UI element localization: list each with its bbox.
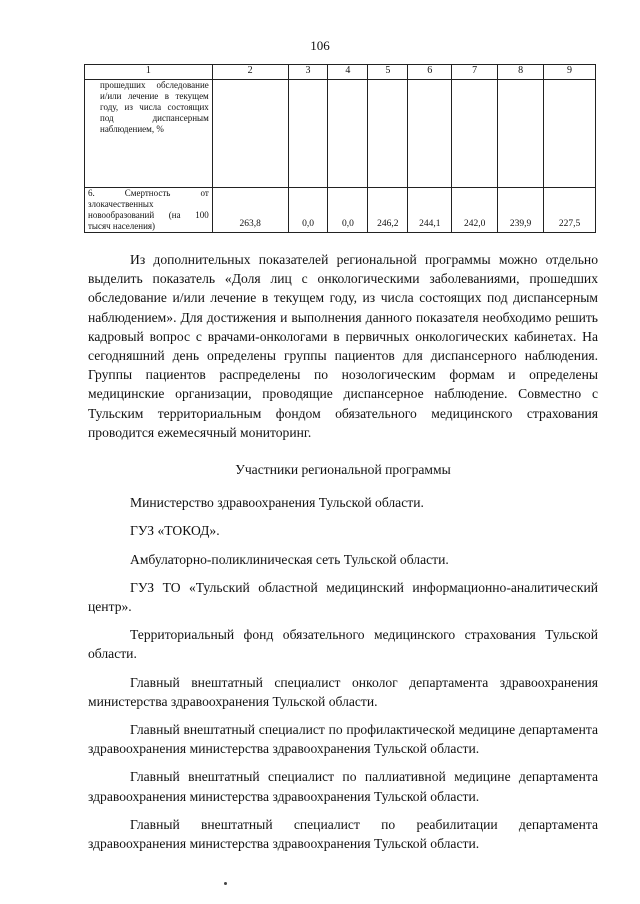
participant-item: ГУЗ ТО «Тульский областной медицинский информационно-аналитический центр». <box>88 579 598 615</box>
table-cell <box>328 80 368 188</box>
table-row <box>85 188 596 233</box>
table-cell <box>452 80 498 188</box>
indicator-table <box>84 64 596 233</box>
body-text <box>88 250 598 862</box>
table-header-row <box>85 65 596 80</box>
table-cell: 0,0 <box>288 188 328 233</box>
table-header-cell: 2 <box>212 65 288 80</box>
section-title: Участники региональной программы <box>235 462 451 478</box>
table-header-cell: 3 <box>288 65 328 80</box>
participant-item: Министерство здравоохранения Тульской области. <box>130 495 424 511</box>
table-header-cell: 5 <box>368 65 408 80</box>
participant-item: Главный внештатный специалист по паллиативной медицине департамента здравоохранения министерства здравоохранения Тульской области. <box>88 769 598 804</box>
table-cell: 263,8 <box>212 188 288 233</box>
table-cell: 242,0 <box>452 188 498 233</box>
participant-item: Территориальный фонд обязательного медицинского страхования Тульской области. <box>88 627 598 662</box>
page-number: 106 <box>310 38 330 53</box>
table-row <box>85 80 596 188</box>
participant-item: Главный внештатный специалист онколог департамента здравоохранения министерства здравоохранения Тульской области. <box>88 674 598 709</box>
row-label: 6. Смертность от злокачественных новообразований (на 100 тысяч населения) <box>85 188 213 233</box>
table-header-cell: 8 <box>498 65 544 80</box>
table-cell: 0,0 <box>328 188 368 233</box>
table-cell: 244,1 <box>408 188 452 233</box>
participant-item: Главный внештатный специалист по реабилитации департамента здравоохранения министерства здравоохранения Тульской области. <box>88 816 598 852</box>
table-header-cell: 6 <box>408 65 452 80</box>
table-cell: 227,5 <box>544 188 596 233</box>
row-label-text: прошедших обследование и/или лечение в текущем году, из числа состоящих под диспансерным наблюдением, % <box>100 80 209 134</box>
table-cell <box>288 80 328 188</box>
table-header-cell: 9 <box>544 65 596 80</box>
table-header-cell: 4 <box>328 65 368 80</box>
table-cell: 246,2 <box>368 188 408 233</box>
participant-item: ГУЗ «ТОКОД». <box>130 523 220 539</box>
row-label <box>85 80 213 188</box>
table-cell <box>212 80 288 188</box>
scan-speck <box>224 882 227 885</box>
table-cell <box>544 80 596 188</box>
table-cell <box>368 80 408 188</box>
participant-item: Главный внештатный специалист по профилактической медицине департамента здравоохранения министерства здравоохранения Тульской области. <box>88 722 598 757</box>
table-cell <box>498 80 544 188</box>
table-header-cell: 7 <box>452 65 498 80</box>
participant-item: Амбулаторно-поликлиническая сеть Тульской области. <box>130 551 449 567</box>
table-cell: 239,9 <box>498 188 544 233</box>
table-header-cell: 1 <box>85 65 213 80</box>
table-cell <box>408 80 452 188</box>
main-paragraph: Из дополнительных показателей региональной программы можно отдельно выделить показатель «Доля лиц с онкологическими заболеваниями, прошедших обследование и/или лечение в текущем году, из числа состоящих под диспансерным наблюдением». Для достижения и выполнения данного показателя необходимо решить кадровый вопрос с врачами-онкологами в первичных онкологических кабинетах. На сегодняшний день определены группы пациентов для диспансерного наблюдения. Группы пациентов распределены по нозологическим формам и определены медицинские организации, проводящие диспансерное наблюдение. Совместно с Тульским территориальным фондом обязательного медицинского страхования проводится ежемесячный мониторинг. <box>88 252 598 440</box>
